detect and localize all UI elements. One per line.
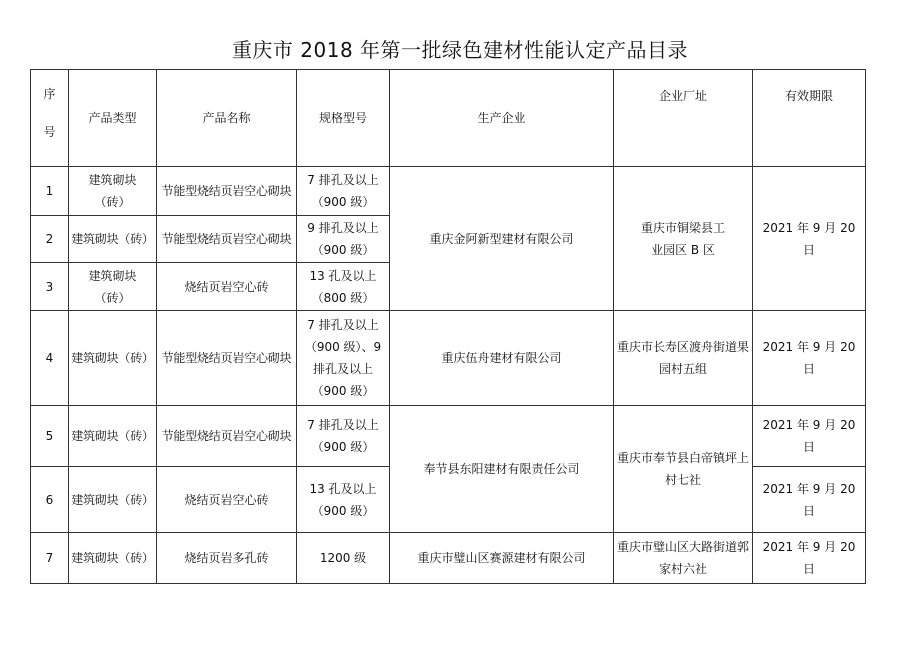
address-line: 重庆市璧山区大路街道郭 xyxy=(616,540,749,554)
spec-cell xyxy=(297,263,390,311)
spec-line: （900 级） xyxy=(311,440,375,454)
address-line: 村七社 xyxy=(664,473,701,487)
product-catalog-table xyxy=(30,69,866,584)
address-cell xyxy=(614,406,753,533)
row-number: 1 xyxy=(31,167,69,216)
row-number: 3 xyxy=(31,263,69,311)
spec-cell: 1200 级 xyxy=(297,533,390,584)
validity-line: 日 xyxy=(802,562,815,576)
product-type-cell: 建筑砌块（砖） xyxy=(69,406,157,467)
product-type-line: （砖） xyxy=(94,195,131,209)
product-type-cell xyxy=(69,263,157,311)
header-seq xyxy=(31,70,69,167)
header-type: 产品类型 xyxy=(69,70,157,167)
header-address: 企业厂址 xyxy=(614,70,753,167)
header-seq-line1: 序 xyxy=(43,87,56,101)
validity-cell xyxy=(753,467,866,533)
company-cell: 重庆市璧山区赛源建材有限公司 xyxy=(390,533,614,584)
table-row xyxy=(31,406,866,467)
validity-line: 2021 年 9 月 20 xyxy=(762,418,856,432)
product-type-cell: 建筑砌块（砖） xyxy=(69,467,157,533)
spec-line: （800 级） xyxy=(311,290,375,305)
address-line: 业园区 B 区 xyxy=(651,242,715,257)
page-title: 重庆市 2018 年第一批绿色建材性能认定产品目录 xyxy=(231,38,689,62)
product-name-cell: 节能型烧结页岩空心砌块 xyxy=(157,406,297,467)
spec-line: 13 孔及以上 xyxy=(309,268,377,283)
validity-cell xyxy=(753,406,866,467)
validity-line: 日 xyxy=(802,440,815,454)
validity-line: 2021 年 9 月 20 xyxy=(762,540,856,554)
spec-line: 13 孔及以上 xyxy=(309,481,377,496)
company-cell: 奉节县东阳建材有限责任公司 xyxy=(390,406,614,533)
address-line: 家村六社 xyxy=(658,562,707,576)
spec-cell xyxy=(297,216,390,263)
spec-line: （900 级） xyxy=(311,503,375,518)
spec-line: 7 排孔及以上 xyxy=(307,318,379,332)
address-cell xyxy=(614,167,753,311)
company-cell: 重庆伍舟建材有限公司 xyxy=(390,311,614,406)
spec-line: 9 排孔及以上 xyxy=(307,221,379,235)
product-type-cell: 建筑砌块（砖） xyxy=(69,311,157,406)
header-spec: 规格型号 xyxy=(297,70,390,167)
table-row xyxy=(31,533,866,584)
header-seq-line2: 号 xyxy=(43,125,56,139)
address-line: 重庆市长寿区渡舟街道果 xyxy=(616,340,749,354)
row-number: 5 xyxy=(31,406,69,467)
spec-line: 7 排孔及以上 xyxy=(307,173,379,187)
address-cell xyxy=(614,533,753,584)
address-line: 重庆市铜梁县工 xyxy=(640,220,725,235)
product-type-cell: 建筑砌块（砖） xyxy=(69,533,157,584)
product-type-cell xyxy=(69,167,157,216)
spec-cell xyxy=(297,167,390,216)
product-name-cell: 烧结页岩空心砖 xyxy=(157,263,297,311)
spec-cell xyxy=(297,311,390,406)
product-type-line: （砖） xyxy=(94,290,131,305)
row-number: 2 xyxy=(31,216,69,263)
address-cell xyxy=(614,311,753,406)
validity-line: 2021 年 9 月 20 xyxy=(762,340,856,354)
product-name-cell: 节能型烧结页岩空心砌块 xyxy=(157,167,297,216)
table-row xyxy=(31,167,866,216)
product-type-line: 建筑砌块 xyxy=(88,268,137,283)
spec-cell xyxy=(297,406,390,467)
header-name: 产品名称 xyxy=(157,70,297,167)
address-line: 园村五组 xyxy=(658,362,707,376)
validity-cell xyxy=(753,311,866,406)
product-name-cell: 烧结页岩空心砖 xyxy=(157,467,297,533)
validity-line: 日 xyxy=(802,362,815,376)
spec-line: （900 级）、9 xyxy=(304,340,382,354)
header-row xyxy=(31,70,866,167)
address-line: 重庆市奉节县白帝镇坪上 xyxy=(616,451,749,465)
header-validity: 有效期限 xyxy=(753,70,866,167)
validity-line: 2021 年 9 月 20 xyxy=(762,220,856,235)
validity-cell xyxy=(753,167,866,311)
spec-cell xyxy=(297,467,390,533)
header-company: 生产企业 xyxy=(390,70,614,167)
product-type-cell: 建筑砌块（砖） xyxy=(69,216,157,263)
validity-line: 日 xyxy=(802,242,815,257)
product-name-cell: 节能型烧结页岩空心砌块 xyxy=(157,311,297,406)
row-number: 7 xyxy=(31,533,69,584)
spec-line: （900 级） xyxy=(311,243,375,257)
spec-line: 7 排孔及以上 xyxy=(307,418,379,432)
validity-line: 日 xyxy=(802,503,815,518)
row-number: 6 xyxy=(31,467,69,533)
validity-line: 2021 年 9 月 20 xyxy=(762,481,856,496)
spec-line: （900 级） xyxy=(311,384,375,398)
table-row xyxy=(31,311,866,406)
company-cell: 重庆金阿新型建材有限公司 xyxy=(390,167,614,311)
spec-line: 排孔及以上 xyxy=(312,362,373,376)
row-number: 4 xyxy=(31,311,69,406)
product-name-cell: 烧结页岩多孔砖 xyxy=(157,533,297,584)
product-type-line: 建筑砌块 xyxy=(88,173,137,187)
spec-line: （900 级） xyxy=(311,195,375,209)
validity-cell xyxy=(753,533,866,584)
product-name-cell: 节能型烧结页岩空心砌块 xyxy=(157,216,297,263)
